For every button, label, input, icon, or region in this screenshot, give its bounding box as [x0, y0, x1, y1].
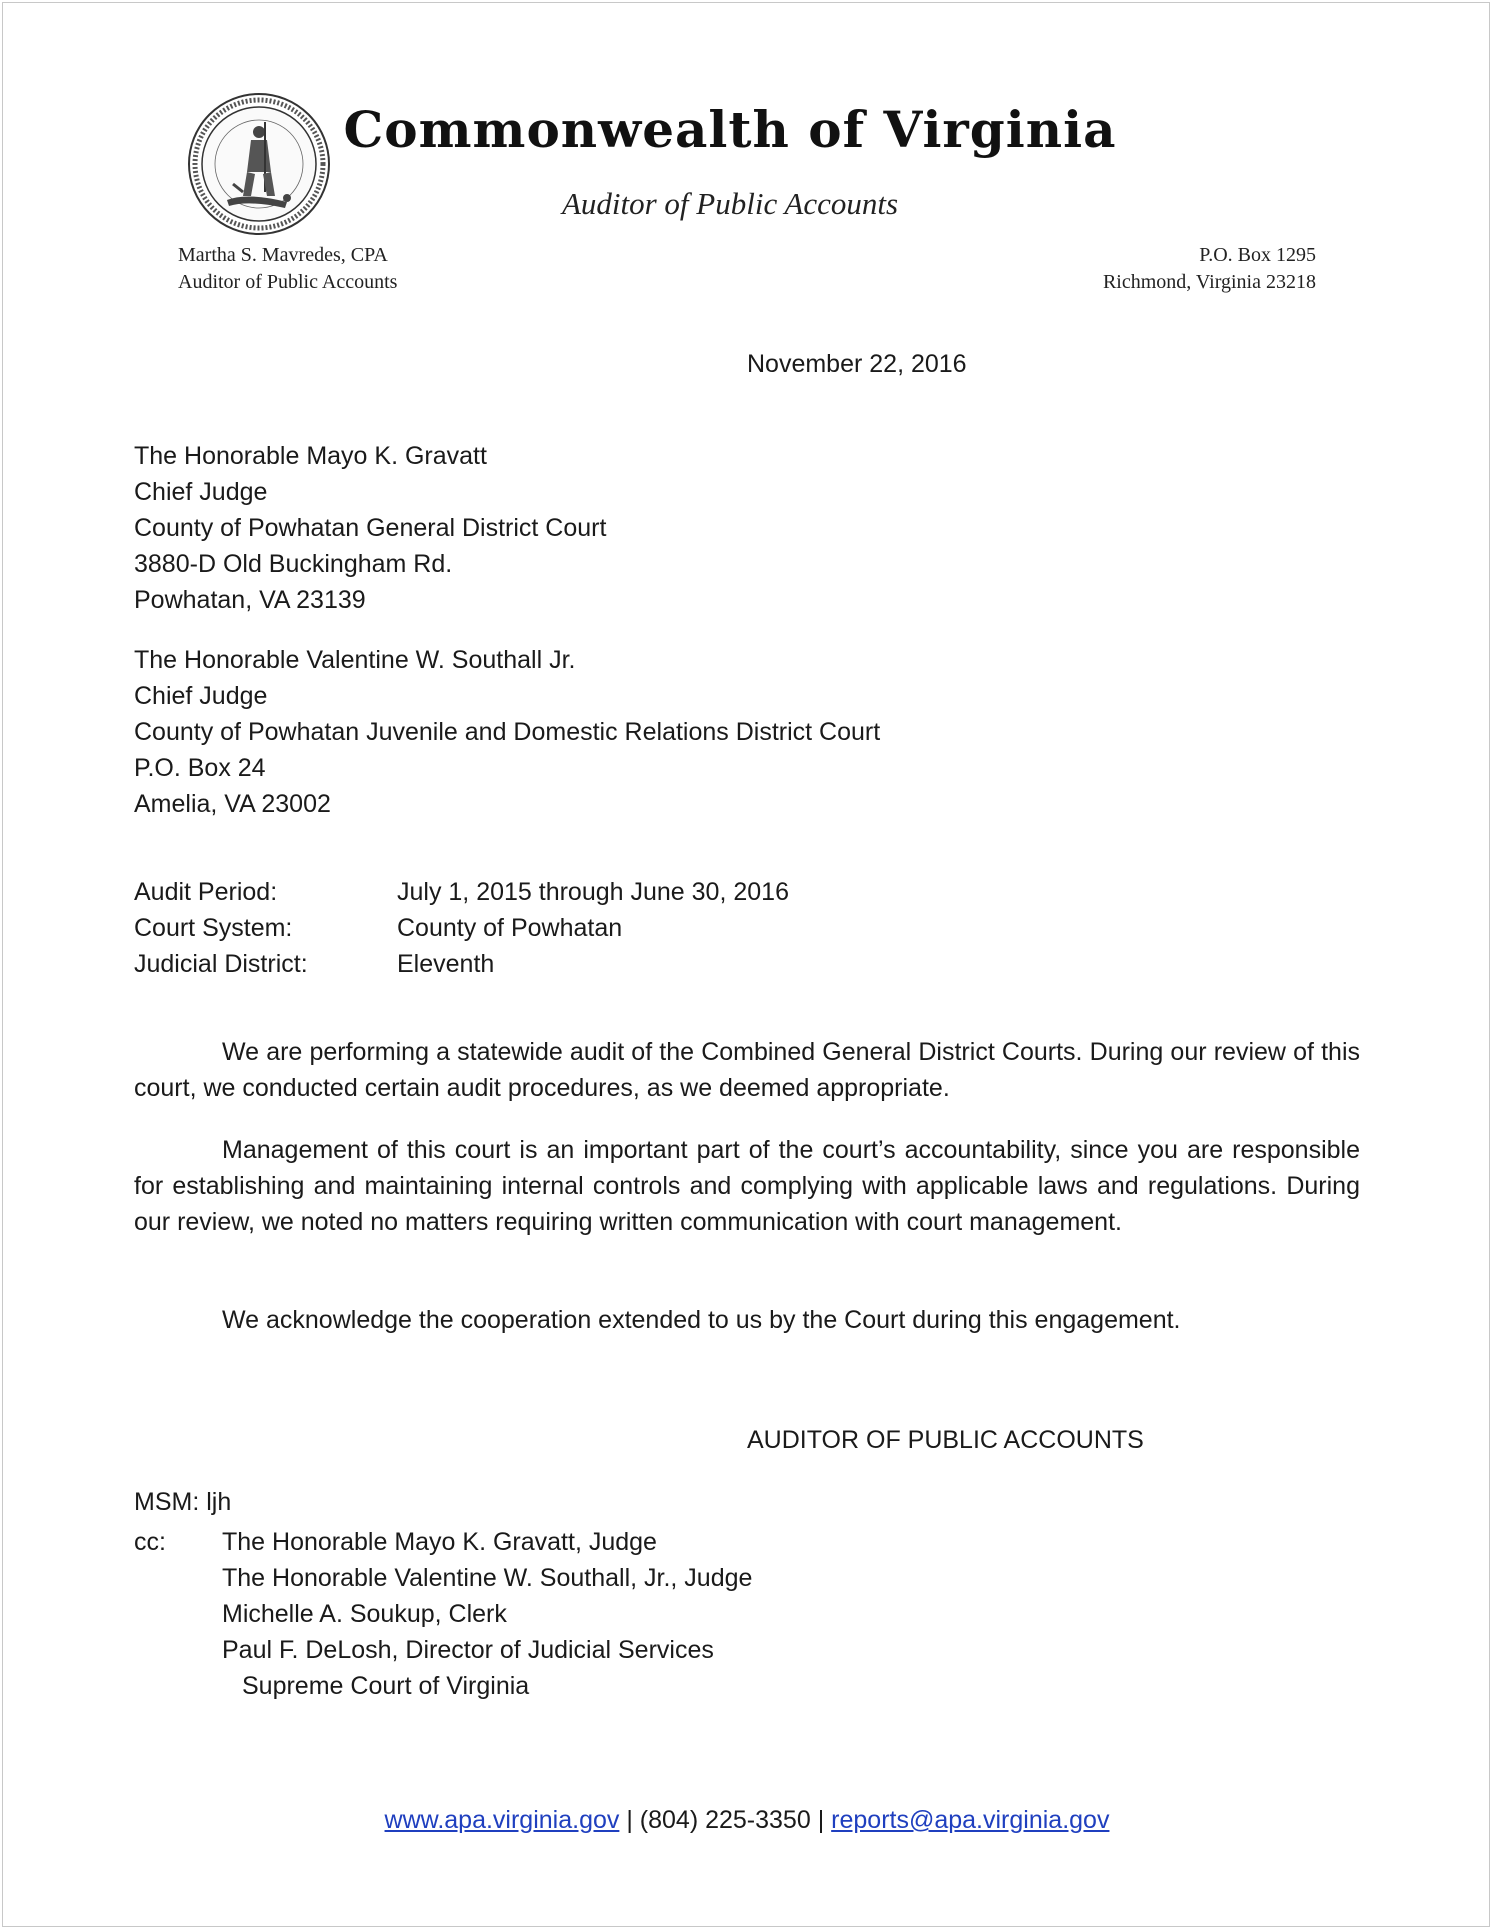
cc-recipient: The Honorable Valentine W. Southall, Jr., Judge: [222, 1564, 753, 1592]
audit-info-row: [134, 874, 789, 910]
sender-title: Auditor of Public Accounts: [178, 271, 398, 293]
audit-info-value: Eleventh: [397, 950, 495, 978]
cc-row: [134, 1632, 752, 1668]
cc-row: [134, 1524, 752, 1560]
address-line: County of Powhatan General District Court: [134, 514, 607, 542]
sender-po-box: P.O. Box 1295: [1199, 244, 1316, 266]
audit-info: [134, 874, 789, 982]
address-line: 3880-D Old Buckingham Rd.: [134, 550, 453, 578]
signoff: AUDITOR OF PUBLIC ACCOUNTS: [747, 1426, 1144, 1454]
cc-list: [134, 1524, 752, 1704]
cc-recipient: Paul F. DeLosh, Director of Judicial Services: [222, 1636, 714, 1664]
audit-info-row: [134, 910, 789, 946]
audit-info-label: Court System:: [134, 914, 293, 942]
body-paragraph: Management of this court is an important part of the court’s accountability, since you are responsible for establishing and maintaining internal controls and complying with applicable laws and regulations. During our review, we noted no matters requiring written communication with court management.: [134, 1136, 1360, 1236]
email-link[interactable]: reports@apa.virginia.gov: [831, 1806, 1110, 1834]
cc-recipient: The Honorable Mayo K. Gravatt, Judge: [222, 1528, 657, 1556]
audit-info-value: County of Powhatan: [397, 914, 623, 942]
address-line: County of Powhatan Juvenile and Domestic Relations District Court: [134, 718, 881, 746]
cc-recipient-sub: Supreme Court of Virginia: [242, 1672, 530, 1700]
sender-block-left: [178, 242, 397, 296]
footer: [0, 1806, 1494, 1835]
audit-info-row: [134, 946, 789, 982]
footer-phone: (804) 225-3350: [639, 1806, 811, 1834]
address-line: The Honorable Mayo K. Gravatt: [134, 442, 487, 470]
recipient-address-1: [134, 438, 606, 618]
sender-block-right: [1103, 242, 1316, 296]
audit-info-label: Audit Period:: [134, 878, 278, 906]
initials: MSM: ljh: [134, 1488, 232, 1516]
footer-separator: |: [626, 1806, 633, 1834]
body-paragraph: We are performing a statewide audit of the Combined General District Courts. During our review of this court, we conducted certain audit procedures, as we deemed appropriate.: [134, 1038, 1360, 1102]
address-line: Powhatan, VA 23139: [134, 586, 366, 614]
body-paragraph: We acknowledge the cooperation extended to us by the Court during this engagement.: [222, 1306, 1181, 1334]
cc-row: [134, 1596, 752, 1632]
address-line: The Honorable Valentine W. Southall Jr.: [134, 646, 576, 674]
address-line: Amelia, VA 23002: [134, 790, 331, 818]
address-line: P.O. Box 24: [134, 754, 266, 782]
cc-row: [134, 1668, 752, 1704]
address-line: Chief Judge: [134, 682, 268, 710]
footer-separator: |: [817, 1806, 825, 1834]
letter-date: November 22, 2016: [747, 350, 967, 378]
audit-info-label: Judicial District:: [134, 950, 308, 978]
recipient-address-2: [134, 642, 880, 822]
audit-info-value: July 1, 2015 through June 30, 2016: [397, 878, 789, 906]
cc-row: [134, 1560, 752, 1596]
sender-city: Richmond, Virginia 23218: [1102, 271, 1316, 293]
masthead-title: Commonwealth of Virginia: [343, 100, 1117, 159]
masthead-subtitle: Auditor of Public Accounts: [561, 186, 899, 221]
cc-label: cc:: [134, 1528, 166, 1556]
website-link[interactable]: www.apa.virginia.gov: [384, 1806, 620, 1834]
cc-recipient: Michelle A. Soukup, Clerk: [222, 1600, 507, 1628]
virginia-state-seal-icon: [187, 92, 331, 236]
address-line: Chief Judge: [134, 478, 268, 506]
sender-name: Martha S. Mavredes, CPA: [178, 244, 388, 266]
